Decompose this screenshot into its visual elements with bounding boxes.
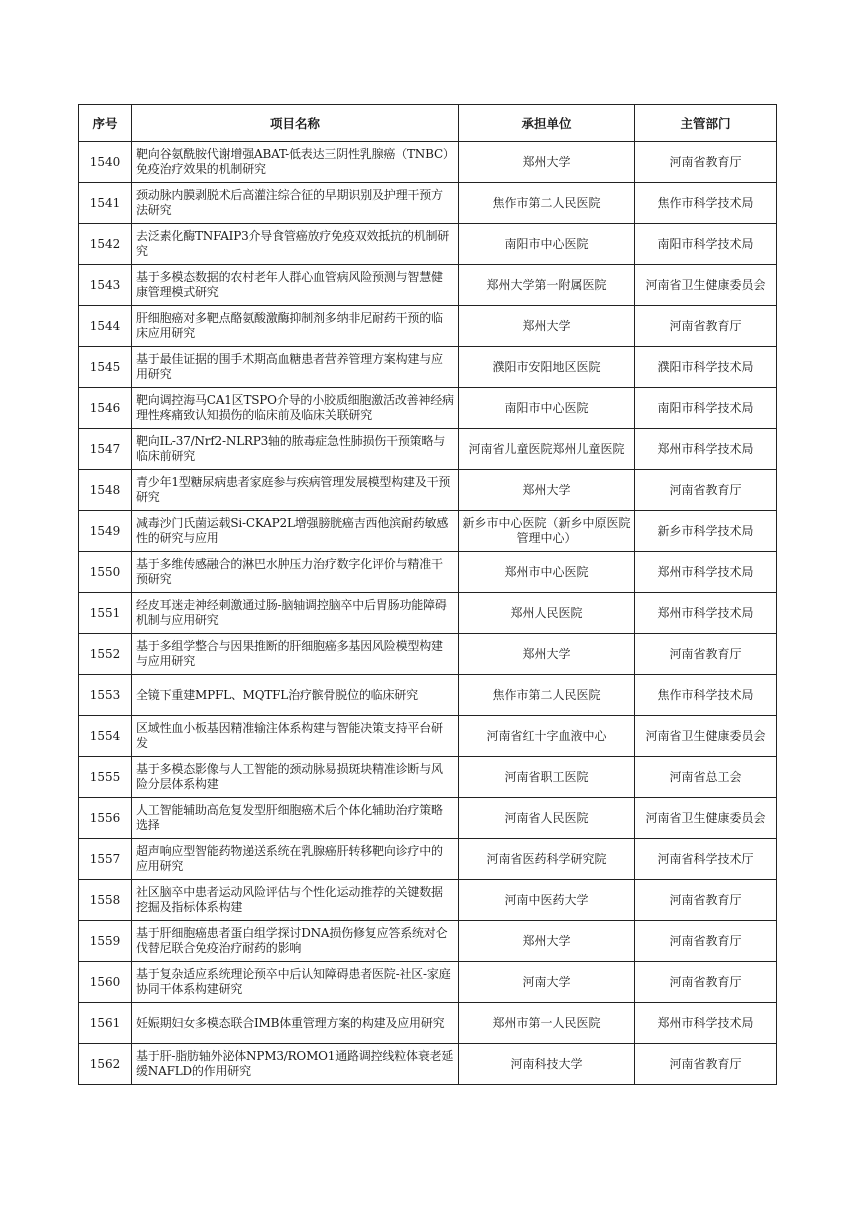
cell-no: 1549 [79,511,132,552]
cell-unit: 河南省红十字血液中心 [459,716,635,757]
table-row [79,880,777,921]
cell-no: 1541 [79,183,132,224]
table-row [79,1003,777,1044]
cell-unit: 河南省职工医院 [459,757,635,798]
cell-unit: 南阳市中心医院 [459,224,635,265]
table-row [79,1044,777,1085]
cell-project-name: 基于多模态影像与人工智能的颈动脉易损斑块精准诊断与风险分层体系构建 [132,757,459,798]
cell-dept: 焦作市科学技术局 [635,675,777,716]
cell-dept: 南阳市科学技术局 [635,388,777,429]
cell-unit: 新乡市中心医院（新乡中原医院管理中心） [459,511,635,552]
cell-no: 1540 [79,142,132,183]
cell-dept: 河南省教育厅 [635,142,777,183]
cell-dept: 焦作市科学技术局 [635,183,777,224]
cell-unit: 郑州大学 [459,921,635,962]
cell-no: 1546 [79,388,132,429]
cell-unit: 郑州人民医院 [459,593,635,634]
cell-project-name: 去泛素化酶TNFAIP3介导食管癌放疗免疫双效抵抗的机制研究 [132,224,459,265]
table-row [79,429,777,470]
table-row [79,183,777,224]
cell-dept: 南阳市科学技术局 [635,224,777,265]
cell-no: 1542 [79,224,132,265]
cell-unit: 郑州大学 [459,306,635,347]
header-dept: 主管部门 [635,105,777,142]
cell-dept: 郑州市科学技术局 [635,429,777,470]
cell-project-name: 靶向IL-37/Nrf2-NLRP3轴的脓毒症急性肺损伤干预策略与临床前研究 [132,429,459,470]
cell-dept: 河南省总工会 [635,757,777,798]
table-row [79,839,777,880]
cell-unit: 郑州大学第一附属医院 [459,265,635,306]
cell-no: 1545 [79,347,132,388]
table-row [79,675,777,716]
header-unit: 承担单位 [459,105,635,142]
cell-project-name: 青少年1型糖尿病患者家庭参与疾病管理发展模型构建及干预研究 [132,470,459,511]
table-row [79,962,777,1003]
cell-project-name: 基于多维传感融合的淋巴水肿压力治疗数字化评价与精准干预研究 [132,552,459,593]
cell-dept: 河南省教育厅 [635,962,777,1003]
cell-no: 1543 [79,265,132,306]
cell-project-name: 基于复杂适应系统理论预卒中后认知障碍患者医院-社区-家庭协同干体系构建研究 [132,962,459,1003]
cell-project-name: 基于多组学整合与因果推断的肝细胞癌多基因风险模型构建与应用研究 [132,634,459,675]
cell-project-name: 基于多模态数据的农村老年人群心血管病风险预测与智慧健康管理模式研究 [132,265,459,306]
cell-project-name: 经皮耳迷走神经刺激通过肠-脑轴调控脑卒中后胃肠功能障碍机制与应用研究 [132,593,459,634]
cell-unit: 郑州市第一人民医院 [459,1003,635,1044]
cell-project-name: 减毒沙门氏菌运载Si-CKAP2L增强膀胱癌吉西他滨耐药敏感性的研究与应用 [132,511,459,552]
cell-dept: 河南省教育厅 [635,880,777,921]
table-row [79,757,777,798]
cell-unit: 河南省医药科学研究院 [459,839,635,880]
header-name: 项目名称 [132,105,459,142]
cell-unit: 郑州大学 [459,142,635,183]
cell-project-name: 基于最佳证据的围手术期高血糖患者营养管理方案构建与应用研究 [132,347,459,388]
cell-no: 1552 [79,634,132,675]
cell-dept: 郑州市科学技术局 [635,1003,777,1044]
cell-project-name: 全镜下重建MPFL、MQTFL治疗髌骨脱位的临床研究 [132,675,459,716]
project-table [78,104,777,1085]
cell-dept: 河南省教育厅 [635,921,777,962]
table-row [79,634,777,675]
table-row [79,470,777,511]
cell-no: 1560 [79,962,132,1003]
cell-no: 1554 [79,716,132,757]
table-row [79,593,777,634]
cell-project-name: 靶向谷氨酰胺代谢增强ABAT-低表达三阴性乳腺癌（TNBC）免疫治疗效果的机制研究 [132,142,459,183]
cell-dept: 郑州市科学技术局 [635,593,777,634]
cell-project-name: 妊娠期妇女多模态联合IMB体重管理方案的构建及应用研究 [132,1003,459,1044]
cell-no: 1547 [79,429,132,470]
cell-no: 1544 [79,306,132,347]
cell-project-name: 区域性血小板基因精准输注体系构建与智能决策支持平台研发 [132,716,459,757]
header-no: 序号 [79,105,132,142]
cell-dept: 河南省教育厅 [635,306,777,347]
cell-dept: 河南省教育厅 [635,634,777,675]
cell-unit: 南阳市中心医院 [459,388,635,429]
cell-no: 1555 [79,757,132,798]
table-row [79,142,777,183]
cell-dept: 河南省卫生健康委员会 [635,265,777,306]
cell-project-name: 基于肝细胞癌患者蛋白组学探讨DNA损伤修复应答系统对仑伐替尼联合免疫治疗耐药的影响 [132,921,459,962]
cell-unit: 郑州大学 [459,634,635,675]
table-row [79,552,777,593]
cell-unit: 焦作市第二人民医院 [459,675,635,716]
cell-unit: 河南科技大学 [459,1044,635,1085]
cell-project-name: 基于肝-脂肪轴外泌体NPM3/ROMO1通路调控线粒体衰老延缓NAFLD的作用研究 [132,1044,459,1085]
cell-dept: 濮阳市科学技术局 [635,347,777,388]
cell-dept: 新乡市科学技术局 [635,511,777,552]
cell-no: 1550 [79,552,132,593]
cell-unit: 郑州市中心医院 [459,552,635,593]
cell-dept: 河南省卫生健康委员会 [635,716,777,757]
cell-unit: 濮阳市安阳地区医院 [459,347,635,388]
cell-dept: 河南省科学技术厅 [635,839,777,880]
cell-dept: 河南省教育厅 [635,470,777,511]
table-row [79,388,777,429]
cell-no: 1553 [79,675,132,716]
table-row [79,716,777,757]
cell-project-name: 颈动脉内膜剥脱术后高灌注综合征的早期识别及护理干预方法研究 [132,183,459,224]
cell-unit: 河南大学 [459,962,635,1003]
cell-dept: 河南省教育厅 [635,1044,777,1085]
cell-unit: 河南中医药大学 [459,880,635,921]
cell-no: 1558 [79,880,132,921]
cell-project-name: 靶向调控海马CA1区TSPO介导的小胶质细胞激活改善神经病理性疼痛致认知损伤的临床前及临床关联研究 [132,388,459,429]
cell-unit: 焦作市第二人民医院 [459,183,635,224]
cell-no: 1556 [79,798,132,839]
cell-no: 1561 [79,1003,132,1044]
table-row [79,511,777,552]
cell-unit: 河南省儿童医院郑州儿童医院 [459,429,635,470]
table-row [79,798,777,839]
cell-no: 1559 [79,921,132,962]
table-row [79,224,777,265]
table-row [79,347,777,388]
table-row [79,265,777,306]
cell-project-name: 社区脑卒中患者运动风险评估与个性化运动推荐的关键数据挖掘及指标体系构建 [132,880,459,921]
cell-unit: 郑州大学 [459,470,635,511]
table-header-row [79,105,777,142]
cell-dept: 河南省卫生健康委员会 [635,798,777,839]
table-row [79,306,777,347]
cell-no: 1548 [79,470,132,511]
cell-project-name: 人工智能辅助高危复发型肝细胞癌术后个体化辅助治疗策略选择 [132,798,459,839]
cell-project-name: 肝细胞癌对多靶点酪氨酸激酶抑制剂多纳非尼耐药干预的临床应用研究 [132,306,459,347]
cell-project-name: 超声响应型智能药物递送系统在乳腺癌肝转移靶向诊疗中的应用研究 [132,839,459,880]
table-row [79,921,777,962]
cell-dept: 郑州市科学技术局 [635,552,777,593]
cell-no: 1557 [79,839,132,880]
cell-no: 1562 [79,1044,132,1085]
cell-unit: 河南省人民医院 [459,798,635,839]
cell-no: 1551 [79,593,132,634]
